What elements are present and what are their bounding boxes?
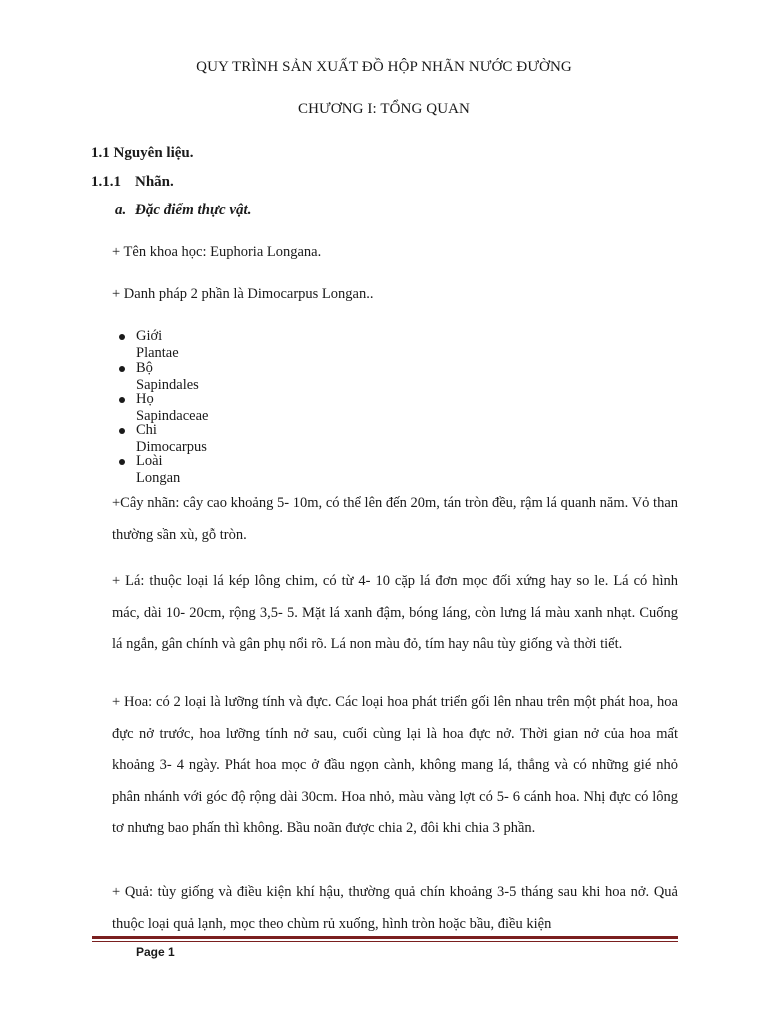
bullet-icon — [119, 397, 125, 403]
list-item — [136, 391, 208, 425]
section-number: 1.1.1 — [91, 174, 121, 190]
footer-rule — [92, 936, 678, 939]
bullet-icon — [119, 366, 125, 372]
list-item — [136, 328, 179, 362]
paragraph-leaf: + Lá: thuộc loại lá kép lông chim, có từ 4- 10 cặp lá đơn mọc đối xứng hay so le. Lá có hình mác, dài 10- 20cm, rộng 3,5- 5. Mặt lá xanh đậm, bóng láng, còn lưng lá màu xanh nhạt. Cuống lá ngắn, gân chính và gân phụ nổi rõ. Lá non màu đỏ, tím hay nâu tùy giống và thời tiết. — [112, 573, 678, 652]
list-item-text: Giới Plantae — [136, 328, 179, 361]
bullet-icon — [119, 459, 125, 465]
section-title: Nhãn. — [135, 174, 174, 190]
subsection-title: Đặc điểm thực vật. — [135, 202, 252, 218]
list-item-text: Chi Dimocarpus — [136, 422, 207, 455]
paragraph-tree: +Cây nhãn: cây cao khoảng 5- 10m, có thể lên đến 20m, tán tròn đều, rậm lá quanh năm. Vỏ than thường sần xù, gỗ tròn. — [112, 495, 678, 543]
binomial-line: + Danh pháp 2 phần là Dimocarpus Longan.. — [112, 286, 374, 302]
paragraph-flower: + Hoa: có 2 loại là lưỡng tính và đực. Các loại hoa phát triển gối lên nhau trên một phát hoa, hoa đực nở trước, hoa lưỡng tính nở sau, cuối cùng lại là hoa đực nở. Thời gian nở của hoa mất khoảng 3- 4 ngày. Phát hoa mọc ở đầu ngọn cành, không mang lá, thẳng và có những gié nhỏ phân nhánh với góc độ rộng dài 30cm. Hoa nhỏ, màu vàng lợt có 5- 6 cánh hoa. Nhị đực có lông tơ nhưng bao phấn thì không. Bầu noãn được chia 2, đôi khi chia 3 phần. — [112, 694, 678, 836]
document-title: QUY TRÌNH SẢN XUẤT ĐỒ HỘP NHÃN NƯỚC ĐƯỜNG — [196, 59, 572, 75]
paragraph-fruit: + Quả: tùy giống và điều kiện khí hậu, thường quả chín khoảng 3-5 tháng sau khi hoa nở. Quả thuộc loại quả lạnh, mọc theo chùm rủ xuống, hình tròn hoặc bầu, điều kiện — [112, 884, 678, 932]
page-number: Page 1 — [136, 945, 175, 959]
chapter-heading: CHƯƠNG I: TỔNG QUAN — [297, 101, 470, 117]
list-item — [136, 453, 180, 487]
bullet-icon — [119, 334, 125, 340]
list-item-text: Họ Sapindaceae — [136, 391, 209, 424]
list-item-text: Loài Longan — [136, 453, 181, 486]
list-item — [136, 422, 207, 456]
footer-rule-thin — [92, 941, 678, 942]
list-item-text: Bộ Sapindales — [136, 360, 199, 393]
subsection-label: a. — [115, 202, 127, 218]
bullet-icon — [119, 428, 125, 434]
scientific-name-line: + Tên khoa học: Euphoria Longana. — [112, 244, 322, 260]
subsection-heading-a — [115, 202, 251, 219]
section-heading-1-1-1 — [91, 174, 174, 191]
list-item — [136, 360, 199, 394]
section-heading-1-1: 1.1 Nguyên liệu. — [91, 145, 194, 161]
